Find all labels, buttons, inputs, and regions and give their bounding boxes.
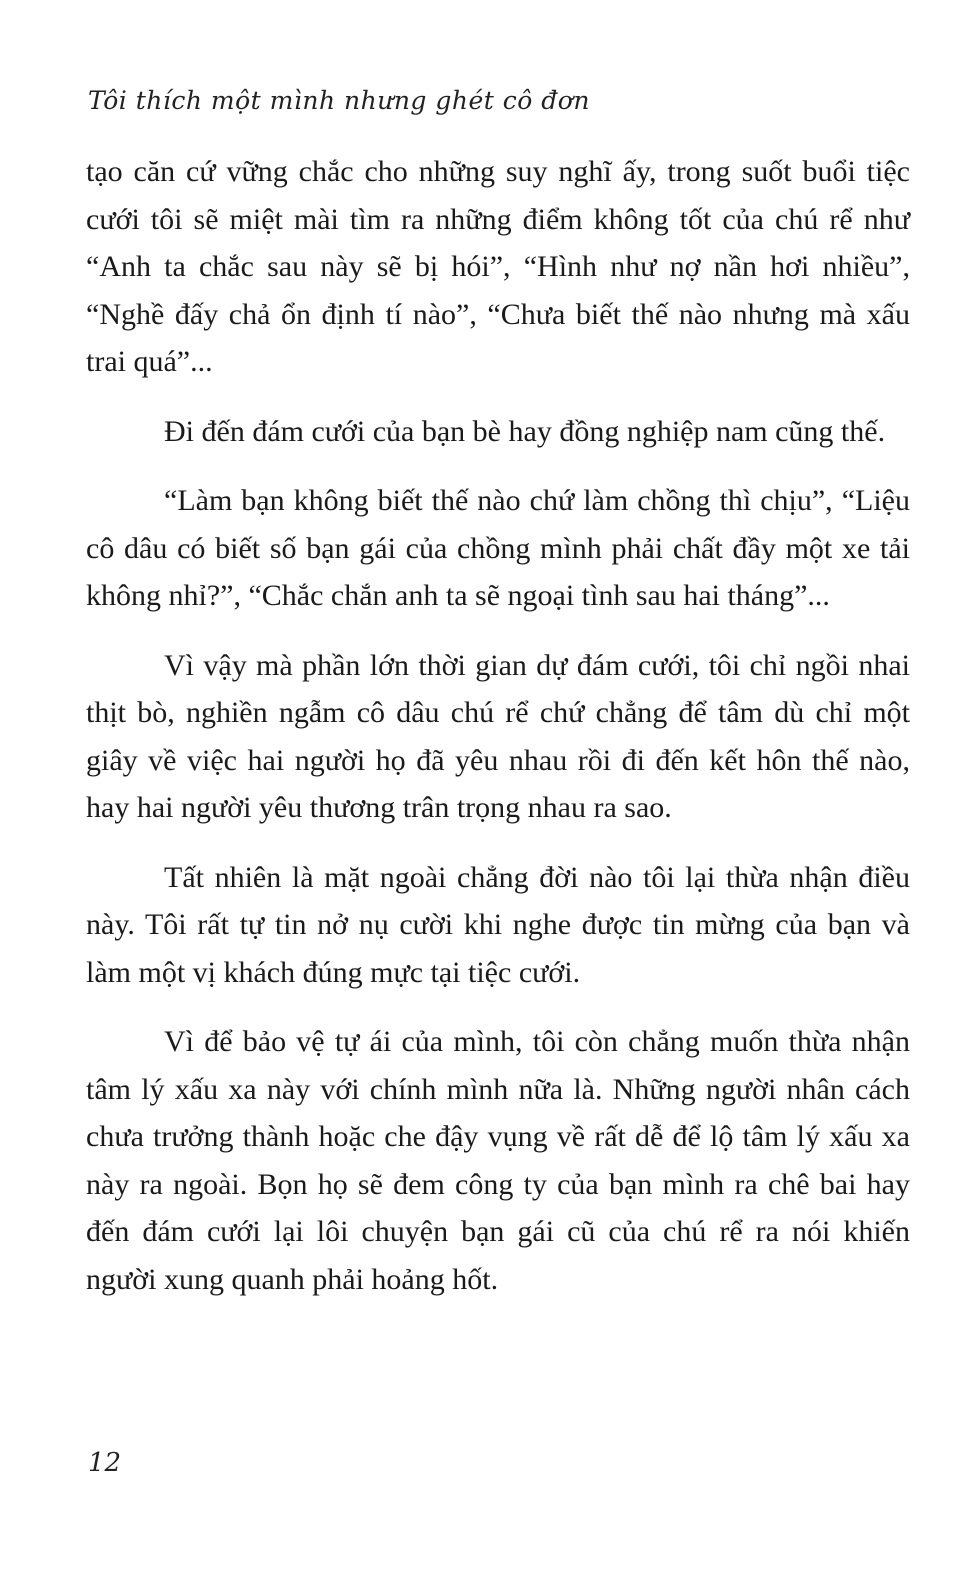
paragraph: Vì để bảo vệ tự ái của mình, tôi còn chẳng muốn thừa nhận tâm lý xấu xa này với chính mình nữa là. Những người nhân cách chưa trưởng thành hoặc che đậy vụng về rất dễ để lộ tâm lý xấu xa này ra ngoài. Bọn họ sẽ đem công ty của bạn mình ra chê bai hay đến đám cưới lại lôi chuyện bạn gái cũ của chú rể ra nói khiến người xung quanh phải hoảng hốt. (86, 1025, 910, 1296)
paragraph: Tất nhiên là mặt ngoài chẳng đời nào tôi lại thừa nhận điều này. Tôi rất tự tin nở nụ cười khi nghe được tin mừng của bạn và làm một vị khách đúng mực tại tiệc cưới. (86, 860, 910, 989)
paragraph: Vì vậy mà phần lớn thời gian dự đám cưới, tôi chỉ ngồi nhai thịt bò, nghiền ngẫm cô dâu chú rể chứ chẳng để tâm dù chỉ một giây về việc hai người họ đã yêu nhau rồi đi đến kết hôn thế nào, hay hai người yêu thương trân trọng nhau ra sao. (86, 648, 910, 824)
body-text (86, 148, 910, 1325)
running-header: Tôi thích một mình nhưng ghét cô đơn (88, 86, 590, 115)
page-number: 12 (88, 1448, 122, 1478)
paragraph: Đi đến đám cưới của bạn bè hay đồng nghiệp nam cũng thế. (164, 414, 886, 448)
paragraph: “Làm bạn không biết thế nào chứ làm chồng thì chịu”, “Liệu cô dâu có biết số bạn gái của chồng mình phải chất đầy một xe tải không nhỉ?”, “Chắc chắn anh ta sẽ ngoại tình sau hai tháng”... (86, 484, 910, 612)
paragraph-continued: tạo căn cứ vững chắc cho những suy nghĩ ấy, trong suốt buổi tiệc cưới tôi sẽ miệt mài tìm ra những điểm không tốt của chú rể như “Anh ta chắc sau này sẽ bị hói”, “Hình như nợ nần hơi nhiều”, “Nghề đấy chả ổn định tí nào”, “Chưa biết thế nào nhưng mà xấu trai quá”... (86, 155, 910, 378)
